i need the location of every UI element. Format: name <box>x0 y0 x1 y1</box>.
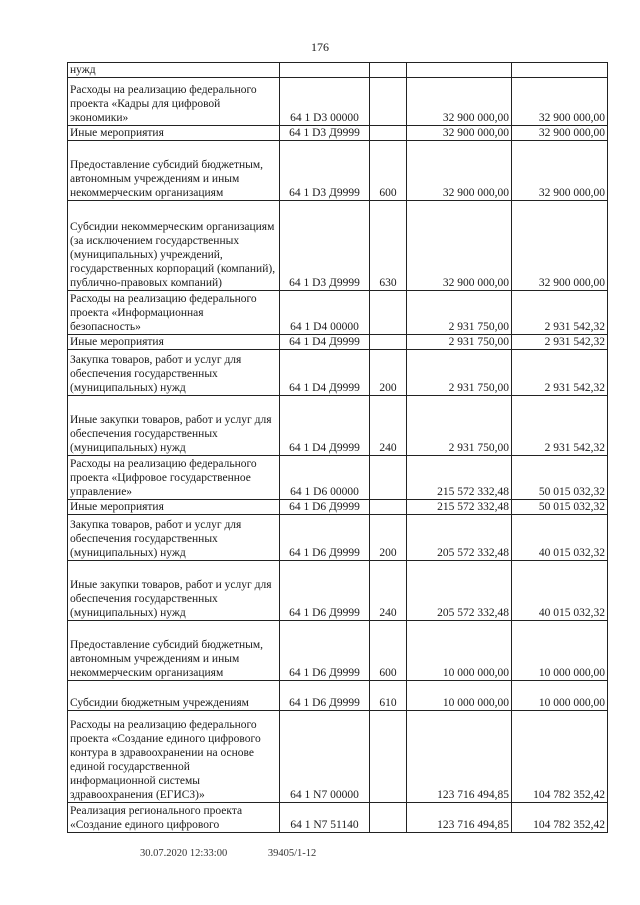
row-code: 64 1 D4 Д9999 <box>280 396 370 456</box>
row-sum-executed: 32 900 000,00 <box>512 78 608 126</box>
row-expense-type: 200 <box>370 350 407 396</box>
row-sum-planned: 2 931 750,00 <box>407 396 512 456</box>
footer-datetime: 30.07.2020 12:33:00 <box>140 848 228 859</box>
row-sum-executed: 2 931 542,32 <box>512 396 608 456</box>
row-sum-executed: 10 000 000,00 <box>512 681 608 711</box>
table-row <box>68 621 608 681</box>
row-sum-executed: 32 900 000,00 <box>512 141 608 201</box>
row-code: 64 1 D6 Д9999 <box>280 515 370 561</box>
row-code: 64 1 D6 Д9999 <box>280 621 370 681</box>
row-expense-type: 600 <box>370 141 407 201</box>
table-row <box>68 335 608 350</box>
row-code: 64 1 D4 00000 <box>280 291 370 335</box>
row-sum-planned: 205 572 332,48 <box>407 515 512 561</box>
table-row <box>68 78 608 126</box>
row-code: 64 1 D4 Д9999 <box>280 335 370 350</box>
row-name: Расходы на реализацию федерального проекта «Создание единого цифрового контура в здравоохранении на основе единой государственной информационной системы здравоохранения (ЕГИСЗ)» <box>68 711 280 803</box>
table-row <box>68 456 608 500</box>
row-sum-planned: 2 931 750,00 <box>407 350 512 396</box>
row-expense-type <box>370 78 407 126</box>
row-sum-executed: 104 782 352,42 <box>512 803 608 833</box>
row-expense-type: 600 <box>370 621 407 681</box>
footer-doc-id: 39405/1-12 <box>267 848 317 859</box>
row-expense-type: 610 <box>370 681 407 711</box>
row-name: Иные мероприятия <box>68 335 280 350</box>
row-name: нужд <box>68 63 280 78</box>
table-row <box>68 681 608 711</box>
row-sum-planned: 2 931 750,00 <box>407 335 512 350</box>
row-sum-executed: 50 015 032,32 <box>512 456 608 500</box>
row-code <box>280 63 370 78</box>
row-code: 64 1 D6 Д9999 <box>280 561 370 621</box>
row-sum-executed: 104 782 352,42 <box>512 711 608 803</box>
row-name: Расходы на реализацию федерального проекта «Информационная безопасность» <box>68 291 280 335</box>
row-code: 64 1 D3 Д9999 <box>280 126 370 141</box>
table-row <box>68 350 608 396</box>
page-number: 176 <box>311 40 329 54</box>
row-expense-type <box>370 803 407 833</box>
row-code: 64 1 D6 Д9999 <box>280 681 370 711</box>
row-name: Предоставление субсидий бюджетным, автономным учреждениям и иным некоммерческим организациям <box>68 141 280 201</box>
row-sum-planned: 32 900 000,00 <box>407 126 512 141</box>
row-code: 64 1 D3 Д9999 <box>280 201 370 291</box>
row-name: Закупка товаров, работ и услуг для обеспечения государственных (муниципальных) нужд <box>68 350 280 396</box>
row-expense-type: 200 <box>370 515 407 561</box>
row-sum-executed: 10 000 000,00 <box>512 621 608 681</box>
row-code: 64 1 D4 Д9999 <box>280 350 370 396</box>
row-name: Предоставление субсидий бюджетным, автономным учреждениям и иным некоммерческим организациям <box>68 621 280 681</box>
row-expense-type <box>370 500 407 515</box>
row-sum-planned: 32 900 000,00 <box>407 201 512 291</box>
table-row <box>68 500 608 515</box>
row-name: Иные закупки товаров, работ и услуг для обеспечения государственных (муниципальных) нужд <box>68 396 280 456</box>
row-sum-planned: 123 716 494,85 <box>407 803 512 833</box>
row-sum-planned: 215 572 332,48 <box>407 500 512 515</box>
row-sum-planned: 10 000 000,00 <box>407 681 512 711</box>
row-expense-type <box>370 456 407 500</box>
row-code: 64 1 D6 00000 <box>280 456 370 500</box>
row-code: 64 1 N7 00000 <box>280 711 370 803</box>
table-row <box>68 711 608 803</box>
row-sum-planned: 32 900 000,00 <box>407 141 512 201</box>
table-row <box>68 396 608 456</box>
row-sum-planned: 215 572 332,48 <box>407 456 512 500</box>
row-name: Иные мероприятия <box>68 126 280 141</box>
row-sum-planned: 205 572 332,48 <box>407 561 512 621</box>
row-name: Расходы на реализацию федерального проекта «Кадры для цифровой экономики» <box>68 78 280 126</box>
footer <box>140 848 354 859</box>
row-sum-planned: 123 716 494,85 <box>407 711 512 803</box>
row-sum-executed: 32 900 000,00 <box>512 201 608 291</box>
row-expense-type <box>370 63 407 78</box>
row-expense-type: 630 <box>370 201 407 291</box>
row-name: Субсидии некоммерческим организациям (за исключением государственных (муниципальных) учреждений, государственных корпораций (компаний), публично-правовых компаний) <box>68 201 280 291</box>
table-row <box>68 803 608 833</box>
table-row <box>68 515 608 561</box>
row-expense-type <box>370 711 407 803</box>
table-row <box>68 291 608 335</box>
row-sum-executed: 40 015 032,32 <box>512 515 608 561</box>
table-row <box>68 63 608 78</box>
row-sum-planned: 10 000 000,00 <box>407 621 512 681</box>
row-name: Иные закупки товаров, работ и услуг для обеспечения государственных (муниципальных) нужд <box>68 561 280 621</box>
table-row <box>68 126 608 141</box>
row-sum-planned: 32 900 000,00 <box>407 78 512 126</box>
row-expense-type: 240 <box>370 396 407 456</box>
table-row <box>68 201 608 291</box>
row-code: 64 1 N7 51140 <box>280 803 370 833</box>
table-row <box>68 141 608 201</box>
budget-table <box>67 62 608 833</box>
row-name: Реализация регионального проекта «Создание единого цифрового <box>68 803 280 833</box>
row-expense-type <box>370 335 407 350</box>
row-sum-planned <box>407 63 512 78</box>
row-name: Закупка товаров, работ и услуг для обеспечения государственных (муниципальных) нужд <box>68 515 280 561</box>
row-sum-executed: 32 900 000,00 <box>512 126 608 141</box>
row-code: 64 1 D3 Д9999 <box>280 141 370 201</box>
row-name: Иные мероприятия <box>68 500 280 515</box>
row-code: 64 1 D3 00000 <box>280 78 370 126</box>
row-sum-executed: 2 931 542,32 <box>512 291 608 335</box>
row-expense-type <box>370 126 407 141</box>
row-sum-executed: 50 015 032,32 <box>512 500 608 515</box>
row-name: Субсидии бюджетным учреждениям <box>68 681 280 711</box>
row-sum-executed: 2 931 542,32 <box>512 350 608 396</box>
row-expense-type: 240 <box>370 561 407 621</box>
row-sum-executed <box>512 63 608 78</box>
table-row <box>68 561 608 621</box>
row-sum-planned: 2 931 750,00 <box>407 291 512 335</box>
row-sum-executed: 40 015 032,32 <box>512 561 608 621</box>
row-sum-executed: 2 931 542,32 <box>512 335 608 350</box>
row-name: Расходы на реализацию федерального проекта «Цифровое государственное управление» <box>68 456 280 500</box>
row-code: 64 1 D6 Д9999 <box>280 500 370 515</box>
row-expense-type <box>370 291 407 335</box>
